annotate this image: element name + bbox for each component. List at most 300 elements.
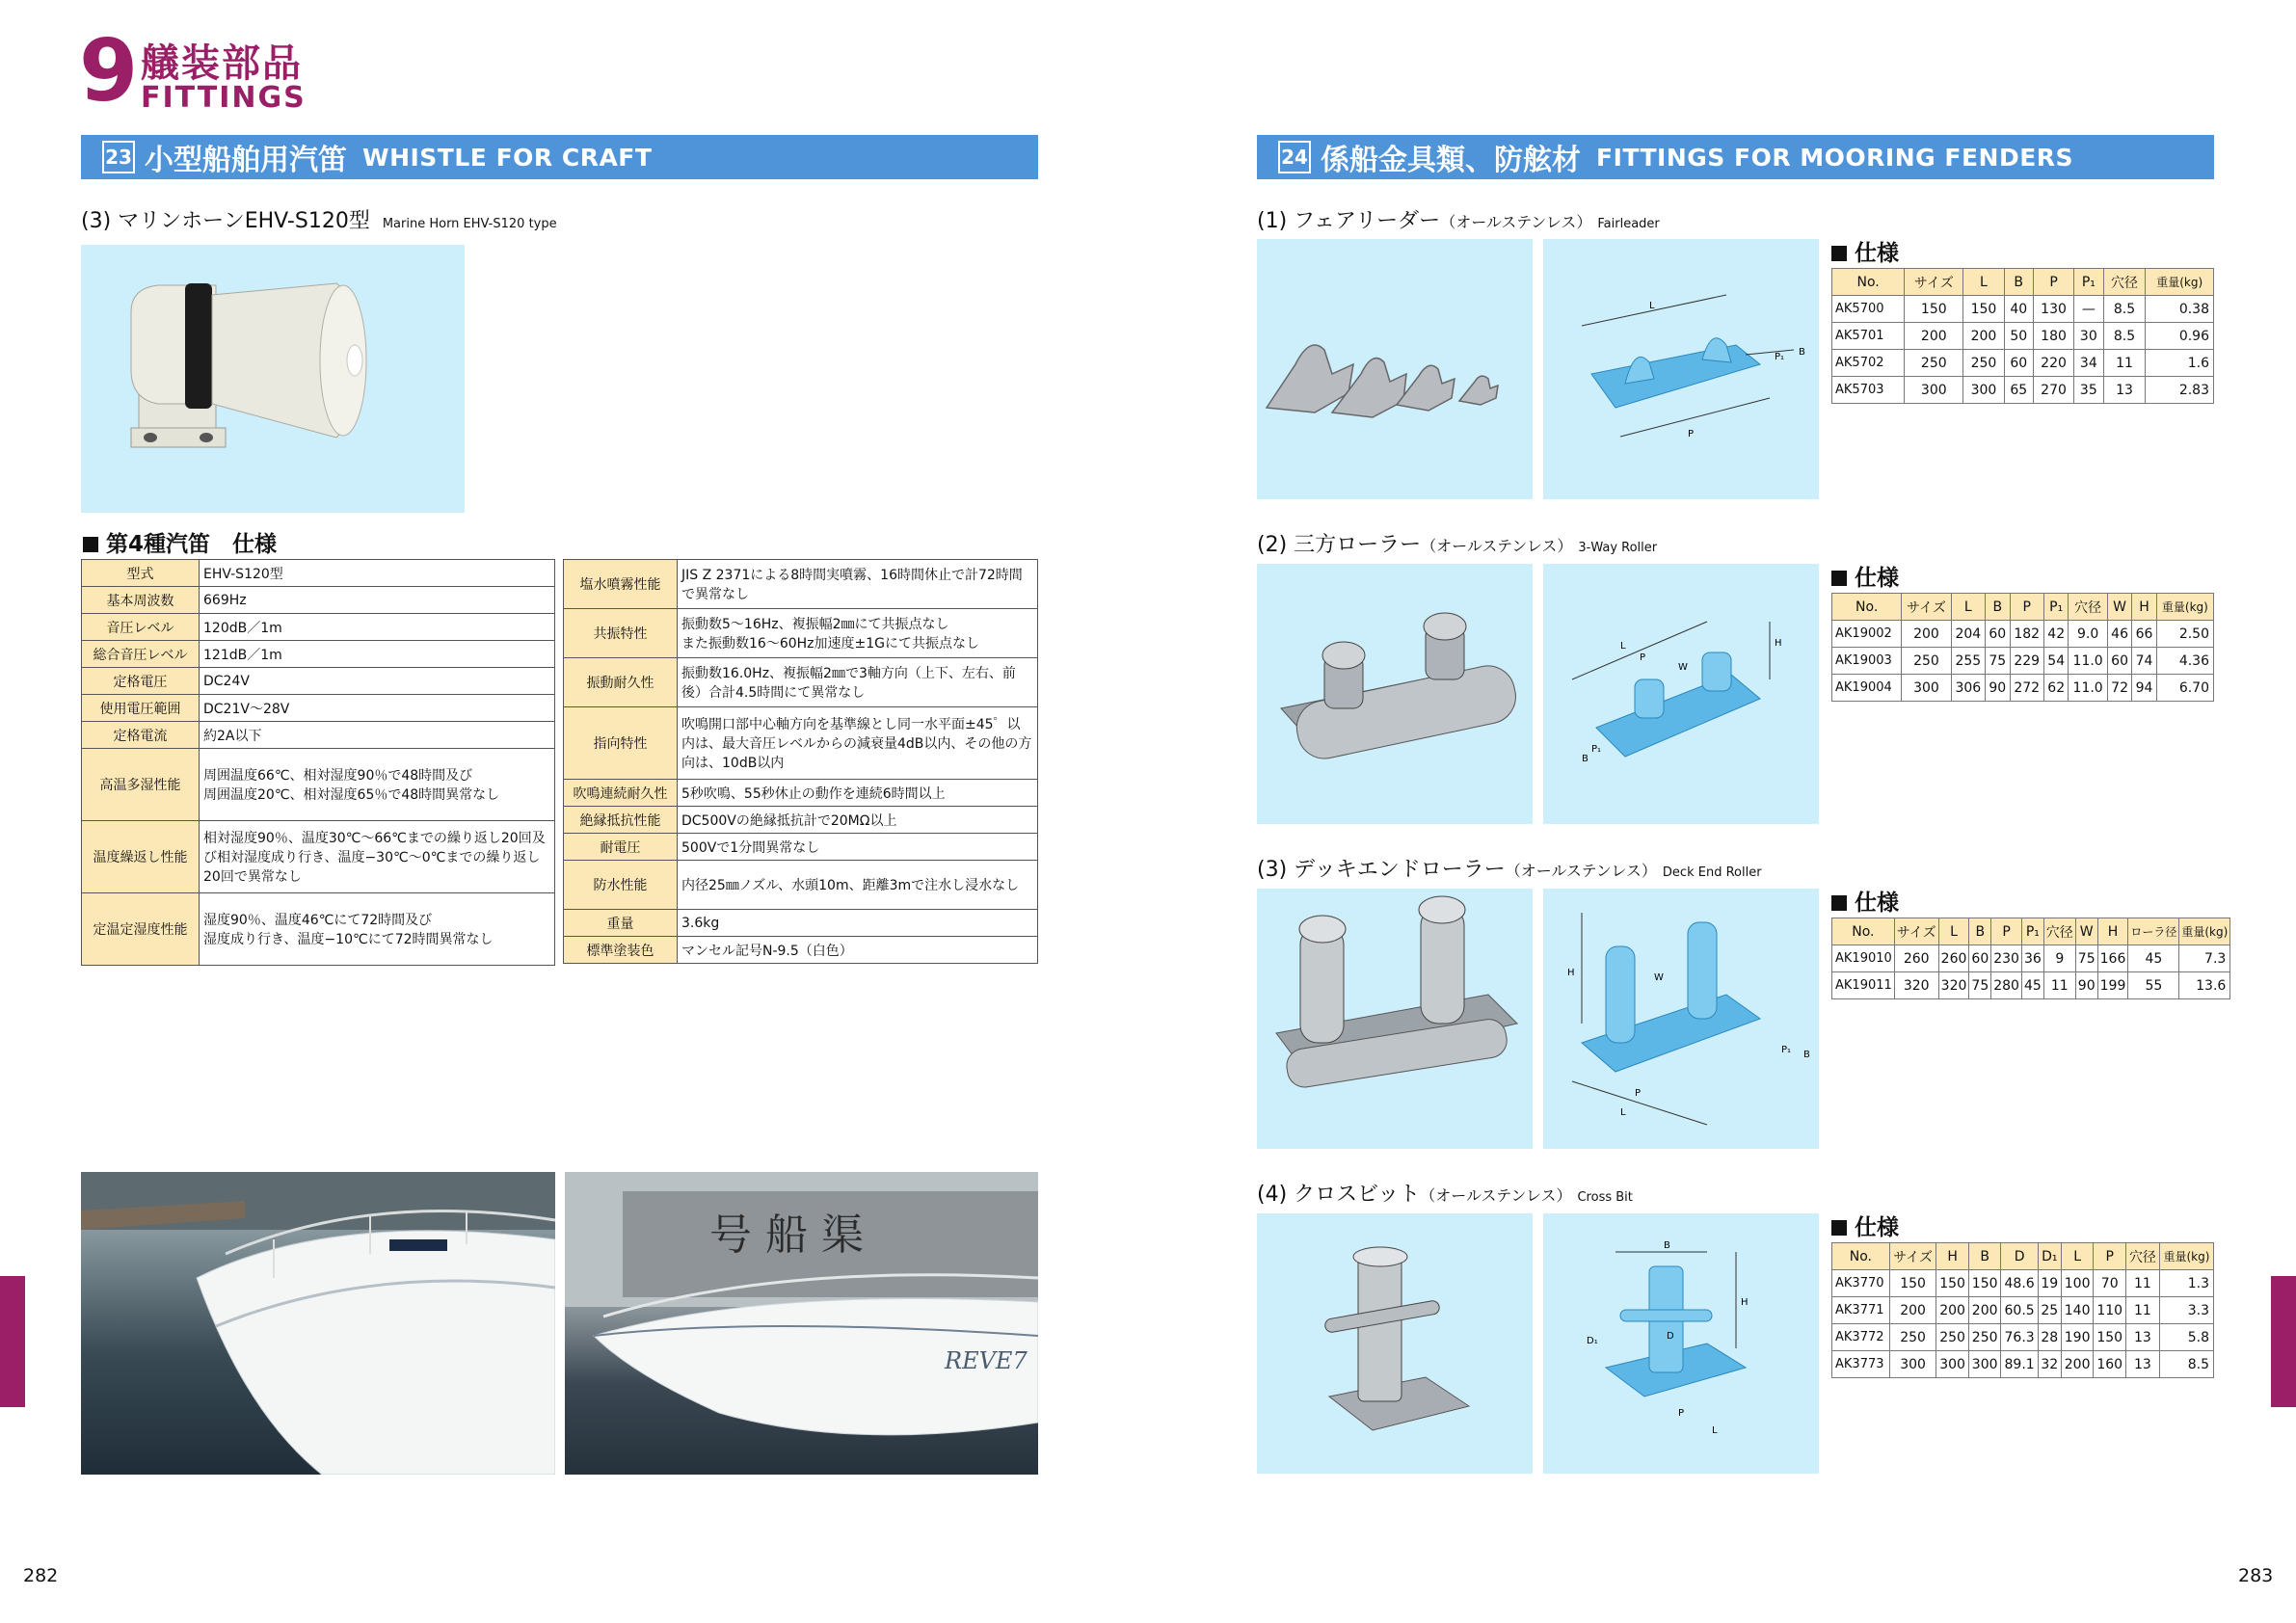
section-number: 24	[1278, 141, 1311, 173]
spec-row	[564, 658, 1038, 707]
spec-key: 塩水噴霧性能	[564, 560, 678, 609]
table-cell: 160	[2094, 1351, 2126, 1378]
table-cell: 200	[1905, 323, 1963, 350]
product-code-cell: AK3771	[1832, 1297, 1890, 1324]
table-cell: 6.70	[2156, 675, 2213, 702]
table-cell: 65	[2004, 377, 2033, 404]
table-header-row	[1832, 1243, 2214, 1270]
table-cell: 200	[1968, 1297, 2001, 1324]
deck-end-roller-photo	[1257, 889, 1533, 1149]
square-bullet-icon	[1831, 246, 1847, 261]
column-header: サイズ	[1894, 918, 1938, 945]
square-bullet-icon	[1831, 895, 1847, 911]
table-cell: 66	[2132, 621, 2156, 648]
marine-horn-photo	[81, 245, 465, 513]
square-bullet-icon	[83, 537, 98, 552]
spec-key: 定温定湿度性能	[82, 893, 200, 966]
spec-row	[82, 641, 555, 668]
section-title-en: WHISTLE FOR CRAFT	[362, 143, 653, 172]
table-cell: 1.6	[2146, 350, 2214, 377]
item-sub: （オールステンレス）	[1440, 213, 1592, 231]
table-cell: 28	[2038, 1324, 2061, 1351]
spec-heading-deck-end-roller	[1831, 885, 1899, 917]
dim-label-L: L	[1620, 641, 1626, 652]
table-cell: 300	[1968, 1351, 2001, 1378]
item-label: (1) フェアリーダー	[1257, 209, 1441, 233]
table-cell: 34	[2074, 350, 2103, 377]
table-cell: 8.5	[2159, 1351, 2213, 1378]
table-cell: 300	[1889, 1351, 1936, 1378]
column-header: 重量(kg)	[2156, 594, 2213, 621]
fairleader-illustration	[1257, 239, 1533, 499]
spec-row	[564, 780, 1038, 807]
column-header: B	[1968, 1243, 2001, 1270]
section-bar-whistle	[81, 135, 1038, 179]
spec-row	[82, 893, 555, 966]
table-cell: 150	[1905, 296, 1963, 323]
spec-key: 基本周波数	[82, 587, 200, 614]
product-code-cell: AK3773	[1832, 1351, 1890, 1378]
column-header: L	[1951, 594, 1985, 621]
item-title-fairleader	[1257, 204, 1660, 234]
spec-row	[564, 560, 1038, 609]
column-header: P₁	[2074, 269, 2103, 296]
table-cell: 250	[1936, 1324, 1969, 1351]
deck-end-roller-diagram	[1543, 889, 1819, 1149]
square-bullet-icon	[1831, 571, 1847, 586]
table-cell: 11	[2125, 1297, 2159, 1324]
table-cell: 8.5	[2103, 296, 2146, 323]
table-cell: 72	[2107, 675, 2131, 702]
product-code-cell: AK5703	[1832, 377, 1905, 404]
spec-row	[564, 834, 1038, 861]
spec-key: 定格電流	[82, 722, 200, 749]
table-cell: 48.6	[2001, 1270, 2038, 1297]
dim-label-H: H	[1741, 1297, 1749, 1308]
table-header-row	[1832, 269, 2214, 296]
table-cell: 306	[1951, 675, 1985, 702]
section-title-en: FITTINGS FOR MOORING FENDERS	[1596, 143, 2074, 172]
cross-bit-dimension-diagram	[1543, 1213, 1819, 1474]
table-cell: 11	[2103, 350, 2146, 377]
column-header: H	[2097, 918, 2128, 945]
spec-key: 高温多湿性能	[82, 749, 200, 821]
boat-bow-illustration-2	[565, 1172, 1038, 1475]
spec-value: JIS Z 2371による8時間実噴霧、16時間休止で計72時間で異常なし	[678, 560, 1038, 609]
spec-value: EHV-S120型	[200, 560, 555, 587]
column-header: No.	[1832, 1243, 1890, 1270]
table-cell: 300	[1936, 1351, 1969, 1378]
dim-label-P1: P₁	[1775, 352, 1785, 362]
table-cell: 46	[2107, 621, 2131, 648]
table-cell: 200	[1936, 1297, 1969, 1324]
spec-value: 3.6kg	[678, 910, 1038, 937]
spec-key: 重量	[564, 910, 678, 937]
column-header: W	[2075, 918, 2097, 945]
table-row	[1832, 621, 2214, 648]
item-title-deck-end-roller	[1257, 853, 1762, 883]
spec-key: 定格電圧	[82, 668, 200, 695]
spec-row	[564, 609, 1038, 658]
table-cell: 200	[2061, 1351, 2094, 1378]
section-title-ja: 係船金具類、防舷材	[1321, 144, 1581, 177]
table-cell: 40	[2004, 296, 2033, 323]
table-row	[1832, 296, 2214, 323]
whistle-spec-table-right	[563, 559, 1038, 964]
spec-key: 防水性能	[564, 861, 678, 910]
spec-row	[82, 560, 555, 587]
table-cell: 42	[2043, 621, 2068, 648]
table-cell: 74	[2132, 648, 2156, 675]
spec-value: 内径25㎜ノズル、水頭10m、距離3mで注水し浸水なし	[678, 861, 1038, 910]
column-header: P₁	[2021, 918, 2043, 945]
dim-label-P1: P₁	[1591, 744, 1602, 755]
table-cell: 13	[2103, 377, 2146, 404]
spec-heading-text: 第4種汽笛 仕様	[106, 532, 278, 557]
column-header: No.	[1832, 269, 1905, 296]
table-cell: 250	[1902, 648, 1951, 675]
spec-heading-fairleader	[1831, 235, 1899, 267]
table-cell: 200	[1889, 1297, 1936, 1324]
table-row	[1832, 648, 2214, 675]
product-code-cell: AK19002	[1832, 621, 1902, 648]
spec-value: 5秒吹鳴、55秒休止の動作を連続6時間以上	[678, 780, 1038, 807]
boat-bow-illustration-1	[81, 1172, 555, 1475]
table-cell: 166	[2097, 945, 2128, 972]
column-header: 重量(kg)	[2179, 918, 2230, 945]
table-cell: 60	[2004, 350, 2033, 377]
spec-value: DC21V〜28V	[200, 695, 555, 722]
column-header: No.	[1832, 918, 1895, 945]
item-label: (4) クロスビット	[1257, 1183, 1421, 1207]
cross-bit-photo	[1257, 1213, 1533, 1474]
column-header: L	[1963, 269, 2004, 296]
column-header: 重量(kg)	[2159, 1243, 2213, 1270]
spec-value: DC24V	[200, 668, 555, 695]
table-cell: 229	[2010, 648, 2043, 675]
side-tab-right	[2271, 1276, 2296, 1407]
spec-key: 総合音圧レベル	[82, 641, 200, 668]
spec-key: 標準塗装色	[564, 937, 678, 964]
table-row	[1832, 323, 2214, 350]
spec-row	[82, 587, 555, 614]
spec-key: 使用電圧範囲	[82, 695, 200, 722]
section-bar-mooring	[1257, 135, 2214, 179]
table-cell: 200	[1963, 323, 2004, 350]
table-cell: 7.3	[2179, 945, 2230, 972]
item-label: (3) デッキエンドローラー	[1257, 858, 1506, 882]
section-title-ja: 小型船舶用汽笛	[145, 144, 347, 177]
table-cell: 272	[2010, 675, 2043, 702]
table-cell: 255	[1951, 648, 1985, 675]
spec-heading-cross-bit	[1831, 1210, 1899, 1241]
chapter-title-ja: 艤装部品	[141, 41, 303, 86]
table-cell: 90	[2075, 972, 2097, 999]
table-cell: 100	[2061, 1270, 2094, 1297]
3way-roller-illustration	[1257, 564, 1533, 824]
deck-end-roller-spec-table	[1831, 918, 2230, 999]
table-cell: 60	[1969, 945, 1991, 972]
spec-row	[564, 861, 1038, 910]
table-cell: 35	[2074, 377, 2103, 404]
spec-key: 指向特性	[564, 707, 678, 780]
table-row	[1832, 1351, 2214, 1378]
table-cell: 62	[2043, 675, 2068, 702]
item-title-cross-bit	[1257, 1178, 1633, 1208]
spec-value: 121dB／1m	[200, 641, 555, 668]
column-header: H	[2132, 594, 2156, 621]
table-cell: 250	[1905, 350, 1963, 377]
table-row	[1832, 675, 2214, 702]
3way-roller-photo	[1257, 564, 1533, 824]
product-code-cell: AK3770	[1832, 1270, 1890, 1297]
column-header: サイズ	[1889, 1243, 1936, 1270]
column-header: 穴径	[2103, 269, 2146, 296]
table-cell: 55	[2128, 972, 2179, 999]
product-code-cell: AK5701	[1832, 323, 1905, 350]
item-label-en: Fairleader	[1597, 217, 1660, 231]
table-cell: 60	[2107, 648, 2131, 675]
item-label-en: Cross Bit	[1577, 1190, 1633, 1205]
item-label-en: 3-Way Roller	[1578, 541, 1658, 555]
fairleader-photo	[1257, 239, 1533, 499]
table-row	[1832, 972, 2230, 999]
spec-heading-text: 仕様	[1855, 1215, 1899, 1240]
column-header: L	[1938, 918, 1969, 945]
table-cell: 75	[1969, 972, 1991, 999]
column-header: 穴径	[2043, 918, 2075, 945]
column-header: P	[2010, 594, 2043, 621]
dim-label-P: P	[1688, 429, 1695, 439]
fairleader-spec-table	[1831, 268, 2214, 404]
product-code-cell: AK3772	[1832, 1324, 1890, 1351]
spec-row	[82, 668, 555, 695]
spec-value: 周囲温度66℃、相対湿度90％で48時間及び 周囲温度20℃、相対湿度65％で48時間異常なし	[200, 749, 555, 821]
table-cell: 230	[1991, 945, 2022, 972]
spec-value: 振動数5〜16Hz、複振幅2㎜にて共振点なし また振動数16〜60Hz加速度±1Gにて共振点なし	[678, 609, 1038, 658]
table-cell: 25	[2038, 1297, 2061, 1324]
dim-label-W: W	[1678, 662, 1688, 673]
table-cell: 3.3	[2159, 1297, 2213, 1324]
table-cell: 90	[1986, 675, 2010, 702]
table-cell: 13.6	[2179, 972, 2230, 999]
spec-key: 耐電圧	[564, 834, 678, 861]
table-cell: 150	[1889, 1270, 1936, 1297]
table-cell: 75	[1986, 648, 2010, 675]
spec-key: 共振特性	[564, 609, 678, 658]
product-code-cell: AK19010	[1832, 945, 1895, 972]
column-header: 穴径	[2069, 594, 2107, 621]
spec-row	[82, 749, 555, 821]
spec-heading-3way-roller	[1831, 560, 1899, 592]
table-row	[1832, 1324, 2214, 1351]
table-cell: 150	[1968, 1270, 2001, 1297]
table-cell: 300	[1905, 377, 1963, 404]
chapter-title-en: FITTINGS	[141, 81, 307, 115]
spec-value: 120dB／1m	[200, 614, 555, 641]
item-label: (3) マリンホーンEHV-S120型	[81, 209, 370, 233]
product-code-cell: AK5702	[1832, 350, 1905, 377]
dim-label-L: L	[1620, 1107, 1626, 1118]
cross-bit-spec-table	[1831, 1242, 2214, 1378]
spec-row	[564, 707, 1038, 780]
table-cell: 13	[2125, 1351, 2159, 1378]
product-code-cell: AK19011	[1832, 972, 1895, 999]
spec-heading-text: 仕様	[1855, 241, 1899, 266]
dim-label-P: P	[1678, 1408, 1685, 1419]
horn-illustration	[81, 245, 465, 513]
spec-value: 吹鳴開口部中心軸方向を基準線とし同一水平面±45゜以内は、最大音圧レベルからの減衰量4dB以内、その他の方向は、10dB以内	[678, 707, 1038, 780]
item-sub: （オールステンレス）	[1421, 537, 1573, 555]
table-cell: 19	[2038, 1270, 2061, 1297]
column-header: ローラ径	[2128, 918, 2179, 945]
dim-label-D: D	[1667, 1331, 1674, 1342]
spec-heading-text: 仕様	[1855, 891, 1899, 916]
table-cell: 11.0	[2069, 675, 2107, 702]
boat-photo-2	[565, 1172, 1038, 1475]
spec-key: 振動耐久性	[564, 658, 678, 707]
table-row	[1832, 377, 2214, 404]
3way-roller-dimension-diagram	[1543, 564, 1819, 824]
table-cell: 204	[1951, 621, 1985, 648]
3way-roller-diagram	[1543, 564, 1819, 824]
item-sub: （オールステンレス）	[1420, 1186, 1572, 1205]
dim-label-B: B	[1664, 1240, 1670, 1251]
column-header: P₁	[2043, 594, 2068, 621]
spec-row	[564, 807, 1038, 834]
table-cell: 45	[2128, 945, 2179, 972]
dim-label-P1: P₁	[1781, 1045, 1792, 1055]
table-cell: 320	[1938, 972, 1969, 999]
spec-row	[82, 821, 555, 893]
table-cell: 30	[2074, 323, 2103, 350]
table-cell: 150	[2094, 1324, 2126, 1351]
dim-label-W: W	[1654, 972, 1664, 983]
table-cell: 5.8	[2159, 1324, 2213, 1351]
whistle-spec-table-left	[81, 559, 555, 966]
product-code-cell: AK5700	[1832, 296, 1905, 323]
spec-row	[564, 910, 1038, 937]
table-row	[1832, 945, 2230, 972]
table-cell: 0.96	[2146, 323, 2214, 350]
dim-label-H: H	[1775, 638, 1782, 649]
table-cell: 9	[2043, 945, 2075, 972]
table-cell: 260	[1894, 945, 1938, 972]
table-cell: 300	[1963, 377, 2004, 404]
deck-end-roller-dimension-diagram	[1543, 889, 1819, 1149]
table-cell: 180	[2033, 323, 2073, 350]
table-cell: 130	[2033, 296, 2073, 323]
dim-label-L: L	[1712, 1425, 1718, 1436]
spec-value: 500Vで1分間異常なし	[678, 834, 1038, 861]
column-header: H	[1936, 1243, 1969, 1270]
deck-end-roller-illustration	[1257, 889, 1533, 1149]
table-cell: 110	[2094, 1297, 2126, 1324]
table-cell: 199	[2097, 972, 2128, 999]
column-header: D₁	[2038, 1243, 2061, 1270]
table-cell: 11.0	[2069, 648, 2107, 675]
table-cell: 9.0	[2069, 621, 2107, 648]
svg-text:号 船 渠: 号 船 渠	[709, 1211, 864, 1260]
table-cell: 270	[2033, 377, 2073, 404]
column-header: P	[2094, 1243, 2126, 1270]
spec-row	[82, 722, 555, 749]
table-cell: 32	[2038, 1351, 2061, 1378]
spec-value: DC500Vの絶縁抵抗計で20MΩ以上	[678, 807, 1038, 834]
column-header: P	[2033, 269, 2073, 296]
column-header: P	[1991, 918, 2022, 945]
item-label-en: Deck End Roller	[1662, 865, 1762, 880]
side-tab-left	[0, 1276, 25, 1407]
table-cell: 0.38	[2146, 296, 2214, 323]
page-number-left: 282	[23, 1565, 59, 1586]
spec-value: 669Hz	[200, 587, 555, 614]
spec-value: 相対湿度90％、温度30℃〜66℃までの繰り返し20回及び相対湿度成り行き、温度−30℃〜0℃までの繰り返し20回で異常なし	[200, 821, 555, 893]
spec-row	[82, 614, 555, 641]
table-cell: 2.83	[2146, 377, 2214, 404]
dim-label-B: B	[1799, 347, 1805, 358]
table-cell: 11	[2043, 972, 2075, 999]
table-cell: 75	[2075, 945, 2097, 972]
3way-roller-spec-table	[1831, 593, 2214, 702]
table-cell: 60.5	[2001, 1297, 2038, 1324]
column-header: W	[2107, 594, 2131, 621]
spec-value: 湿度90％、温度46℃にて72時間及び 湿度成り行き、温度−10℃にて72時間異常なし	[200, 893, 555, 966]
cross-bit-diagram	[1543, 1213, 1819, 1474]
item-sub: （オールステンレス）	[1505, 862, 1657, 880]
table-cell: 280	[1991, 972, 2022, 999]
fairleader-diagram	[1543, 239, 1819, 499]
spec-row	[82, 695, 555, 722]
column-header: D	[2001, 1243, 2038, 1270]
table-row	[1832, 1270, 2214, 1297]
table-cell: 250	[1968, 1324, 2001, 1351]
boat-name-text: REVE7	[945, 1347, 1028, 1374]
spec-key: 絶縁抵抗性能	[564, 807, 678, 834]
spec-key: 温度繰返し性能	[82, 821, 200, 893]
cross-bit-illustration	[1257, 1213, 1533, 1474]
item-label: (2) 三方ローラー	[1257, 533, 1422, 557]
table-cell: 150	[1963, 296, 2004, 323]
spec-key: 吹鳴連続耐久性	[564, 780, 678, 807]
table-cell: 1.3	[2159, 1270, 2213, 1297]
table-cell: 11	[2125, 1270, 2159, 1297]
table-cell: 36	[2021, 945, 2043, 972]
table-cell: 200	[1902, 621, 1951, 648]
table-cell: 260	[1938, 945, 1969, 972]
spec-value: マンセル記号N-9.5（白色）	[678, 937, 1038, 964]
square-bullet-icon	[1831, 1220, 1847, 1236]
column-header: サイズ	[1905, 269, 1963, 296]
column-header: B	[1969, 918, 1991, 945]
spec-key: 音圧レベル	[82, 614, 200, 641]
table-cell: 54	[2043, 648, 2068, 675]
dim-label-D1: D₁	[1587, 1336, 1598, 1346]
product-code-cell: AK19004	[1832, 675, 1902, 702]
table-cell: —	[2074, 296, 2103, 323]
dim-label-B: B	[1582, 754, 1589, 764]
spec-heading-text: 仕様	[1855, 566, 1899, 591]
dim-label-B: B	[1803, 1050, 1810, 1060]
table-cell: 70	[2094, 1270, 2126, 1297]
dim-label-P: P	[1640, 652, 1646, 663]
table-cell: 182	[2010, 621, 2043, 648]
column-header: 穴径	[2125, 1243, 2159, 1270]
table-cell: 76.3	[2001, 1324, 2038, 1351]
section-number: 23	[102, 141, 135, 173]
item-label-en: Marine Horn EHV-S120 type	[382, 217, 557, 231]
column-header: No.	[1832, 594, 1902, 621]
